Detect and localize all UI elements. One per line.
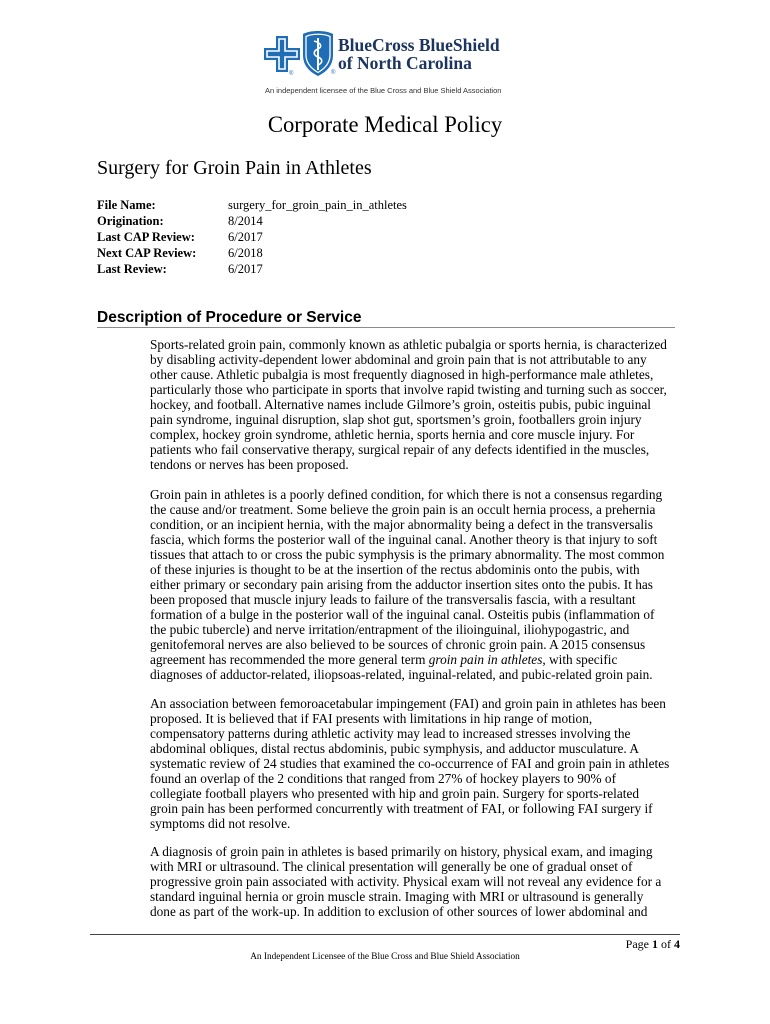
page-total: 4 (674, 937, 680, 951)
body-line: An association between femoroacetabular impingement (FAI) and groin pain in athletes has been (150, 695, 666, 711)
body-line: other cause. Athletic pubalgia is most frequently diagnosed in high-performance male athletes, (150, 366, 654, 382)
italic-term: groin pain in athletes (428, 651, 543, 667)
body-line: with MRI or ultrasound. The clinical presentation will generally be one of gradual onset of (150, 858, 633, 874)
body-line: been proposed that muscle injury leads to failure of the transversalis fascia, with a resultant (150, 591, 636, 607)
body-line: standard inguinal hernia or groin muscle strain. Imaging with MRI or ultrasound is generally (150, 888, 644, 904)
body-line: tendons or nerves has been proposed. (150, 456, 349, 472)
page-prefix: Page (625, 937, 652, 951)
body-line: genitofemoral nerves are also believed to be sources of chronic groin pain. A 2015 consensus (150, 636, 646, 652)
body-line: particularly those who participate in sports that involve rapid twisting and turning such as soccer, (150, 381, 667, 397)
body-line (150, 652, 710, 667)
cross-logo-icon (264, 36, 300, 72)
registered-mark: ® (331, 70, 336, 76)
info-label: Last Review: (97, 262, 167, 276)
info-value: 6/2018 (228, 246, 263, 260)
section-divider (97, 327, 675, 328)
body-line: either primary or secondary pain arising from the adductor insertion sites onto the pubis. It has (150, 576, 653, 592)
info-label: Last CAP Review: (97, 230, 195, 244)
body-line: the pubic tubercle) and nerve irritation/entrapment of the ilioinguinal, iliohypogastric, and (150, 621, 630, 637)
info-value: 8/2014 (228, 214, 263, 228)
logo-licensee-text: An independent licensee of the Blue Cross and Blue Shield Association (265, 86, 502, 95)
body-line: of these injuries is thought to be at the insertion of the rectus abdominis onto the pubis, with (150, 561, 640, 577)
body-text: agreement has recommended the more general term (150, 651, 429, 667)
info-value: surgery_for_groin_pain_in_athletes (228, 198, 407, 212)
footer-divider (90, 934, 680, 935)
info-row-origination (97, 213, 407, 229)
page-separator: of (658, 937, 674, 951)
body-line: done as part of the work-up. In addition to exclusion of other sources of lower abdominal and (150, 903, 648, 919)
info-row-next-cap-review (97, 245, 407, 261)
body-line: condition, or an incipient hernia, with the major abnormality being a defect in the transversalis (150, 516, 653, 532)
info-row-file-name (97, 197, 407, 213)
body-line: found an overlap of the 2 conditions that ranged from 27% of hockey players to 90% of (150, 770, 617, 786)
document-title: Corporate Medical Policy (267, 112, 503, 137)
body-line: formation of a bulge in the posterior wall of the inguinal canal. Osteitis pubis (inflammation of (150, 606, 655, 622)
body-line: progressive groin pain associated with activity. Physical exam will not reveal any evidence for a (150, 873, 662, 889)
body-line: abdominal obliques, distal rectus abdominis, pubic symphysis, and adductor musculature. A (150, 740, 639, 756)
policy-title: Surgery for Groin Pain in Athletes (97, 157, 372, 179)
body-paragraph (150, 844, 710, 919)
body-line: patients who fail conservative therapy, surgical repair of any defects identified in the muscles, (150, 441, 650, 457)
body-line: the cause and/or treatment. Some believe the groin pain is an occult hernia process, a prehernia (150, 501, 656, 517)
info-label: Next CAP Review: (97, 246, 197, 260)
body-paragraph (150, 337, 710, 472)
page-number (626, 937, 680, 951)
body-line: complex, hockey groin syndrome, athletic hernia, sports hernia and core muscle injury. For (150, 426, 635, 442)
body-line: tissues that attach to or cross the pubic symphysis is the primary abnormality. The most common (150, 546, 665, 562)
body-line: by disabling activity-dependent lower abdominal and groin pain that is not attributable to any (150, 351, 647, 367)
info-value: 6/2017 (228, 230, 263, 244)
logo-wordmark-line2: of North Carolina (338, 53, 472, 73)
body-line: pain syndrome, inguinal disruption, slap shot gut, sportsmen’s groin, footballers groin injury (150, 411, 642, 427)
logo-wordmark-line1: BlueCross BlueShield (338, 35, 500, 55)
body-line: proposed. It is believed that if FAI presents with limitations in hip range of motion, (150, 710, 593, 726)
info-label: Origination: (97, 214, 164, 228)
body-paragraph (150, 696, 710, 831)
shield-logo-icon (302, 29, 334, 77)
body-text: , with specific (542, 651, 618, 667)
body-line: collegiate football players who presented with hip and groin pain. Surgery for sports-related (150, 785, 640, 801)
section-heading: Description of Procedure or Service (97, 309, 362, 326)
body-line: A diagnosis of groin pain in athletes is based primarily on history, physical exam, and imaging (150, 843, 653, 859)
body-line: symptoms did not resolve. (150, 815, 291, 831)
body-line: groin pain has been performed concurrently with treatment of FAI, or following FAI surgery if (150, 800, 653, 816)
body-line: Sports-related groin pain, commonly known as athletic pubalgia or sports hernia, is characterized (150, 336, 667, 352)
info-value: 6/2017 (228, 262, 263, 276)
info-label: File Name: (97, 198, 156, 212)
body-line: hockey, and football. Alternative names include Gilmore’s groin, osteitis pubis, pubic inguinal (150, 396, 651, 412)
footer-licensee-text: An Independent Licensee of the Blue Cross and Blue Shield Association (250, 952, 520, 962)
body-line: fascia, which forms the posterior wall of the inguinal canal. Another theory is that injury to soft (150, 531, 658, 547)
registered-mark: ® (289, 71, 294, 77)
body-line: diagnoses of adductor-related, iliopsoas-related, inguinal-related, and pubic-related groin pain. (150, 666, 653, 682)
page-current: 1 (652, 937, 658, 951)
info-row-last-cap-review (97, 229, 407, 245)
body-line: Groin pain in athletes is a poorly defined condition, for which there is not a consensus regarding (150, 486, 663, 502)
body-paragraph (150, 487, 710, 682)
body-line: compensatory patterns during athletic activity may lead to increased stresses involving the (150, 725, 631, 741)
policy-info-table (97, 197, 407, 277)
body-line: systematic review of 24 studies that examined the co-occurrence of FAI and groin pain in athletes (150, 755, 670, 771)
info-row-last-review (97, 261, 407, 277)
